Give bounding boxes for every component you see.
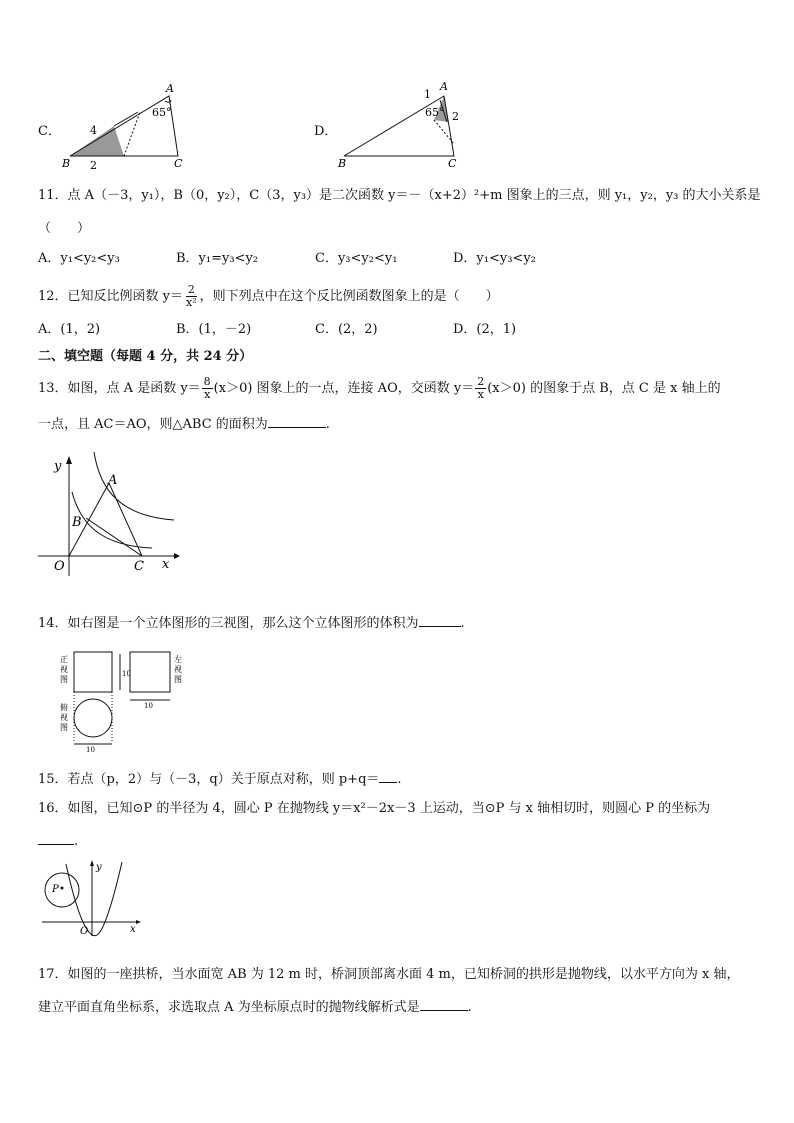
question-16-line2	[38, 832, 78, 851]
side-ab-label: 4	[90, 124, 97, 137]
option-d-figure	[314, 78, 474, 174]
dim-height: 10	[122, 670, 131, 678]
y-axis-label: y	[96, 862, 102, 873]
q15-answer-blank[interactable]	[379, 770, 397, 783]
q13-end: .	[325, 417, 330, 432]
triangle-figure-c	[38, 78, 198, 174]
q11-option-a[interactable]: A．y₁<y₂<y₃	[38, 251, 120, 266]
q12-post: ，则下列点中在这个反比例函数图象上的是（ ）	[199, 289, 499, 304]
q13-fraction-1	[202, 376, 213, 401]
question-16-text: 16．如图，已知⊙P 的半径为 4，圆心 P 在抛物线 y＝x²－2x－3 上运动，当⊙P 与 x 轴相切时，则圆心 P 的坐标为	[38, 801, 711, 816]
svg-text:图: 图	[174, 675, 182, 684]
vertex-b-label: B	[338, 157, 347, 170]
point-p-label: P	[52, 884, 59, 895]
question-13-line2	[38, 415, 330, 434]
q13-mid1: (x＞0) 图象上的一点，连接 AO，交函数 y＝	[213, 381, 475, 396]
question-17-line1: 17．如图的一座拱桥，当水面宽 AB 为 12 m 时，桥洞顶部离水面 4 m，已知桥洞的拱形是抛物线，以水平方向为 x 轴，	[38, 967, 740, 982]
q17-end: .	[467, 1000, 472, 1015]
q11-option-d[interactable]: D．y₁<y₃<y₂	[453, 251, 536, 266]
vertex-c-label: C	[448, 157, 457, 170]
y-axis-label: y	[54, 459, 62, 474]
q12-option-c[interactable]: C．(2，2)	[315, 322, 378, 337]
question-14-text	[38, 614, 465, 633]
q13-f1-num: 8	[203, 375, 211, 388]
vertex-c-label: C	[174, 157, 183, 170]
q13-answer-blank[interactable]	[268, 415, 326, 428]
dim-top-width: 10	[86, 746, 95, 754]
q15-end: .	[397, 772, 402, 787]
question-11-paren: （ ）	[38, 221, 91, 236]
point-c-label: C	[134, 559, 144, 574]
q13-fraction-2	[475, 376, 486, 401]
q12-option-b[interactable]: B．(1，－2)	[176, 322, 252, 337]
q13-line2-text: 一点，且 AC＝AO，则△ABC 的面积为	[38, 417, 268, 432]
origin-label: O	[54, 559, 65, 574]
angle-label: 65°	[152, 106, 172, 119]
top-view-label: 俯	[60, 703, 68, 712]
triangle-figure-d	[314, 78, 474, 174]
q14-text: 14．如右图是一个立体图形的三视图，那么这个立体图形的体积为	[38, 616, 419, 631]
q17-line2-text: 建立平面直角坐标系，求选取点 A 为坐标原点时的抛物线解析式是	[38, 1000, 420, 1015]
side-bc-label: 2	[90, 159, 97, 172]
question-11-text: 11．点 A（－3，y₁），B（0，y₂），C（3，y₃）是二次函数 y＝－（x+2）²+m 图象上的三点，则 y₁，y₂，y₃ 的大小关系是	[38, 188, 761, 203]
svg-text:视: 视	[60, 665, 68, 674]
option-d-label: D．	[314, 124, 338, 139]
vertex-b-label: B	[62, 157, 71, 170]
q12-frac-den: x²	[186, 296, 197, 309]
svg-text:图: 图	[60, 723, 68, 732]
three-view-figure	[56, 648, 188, 756]
front-view-label: 正	[60, 655, 68, 664]
option-c-figure	[38, 78, 198, 174]
q14-answer-blank[interactable]	[419, 614, 461, 627]
angle-label: 65°	[425, 106, 445, 119]
svg-text:视: 视	[60, 713, 68, 722]
q11-option-b[interactable]: B．y₁=y₃<y₂	[176, 251, 259, 266]
point-a-label: A	[108, 473, 118, 488]
q12-pre: 12．已知反比例函数 y＝	[38, 289, 184, 304]
x-axis-label: x	[162, 557, 170, 572]
mark-2-label: 2	[452, 110, 459, 123]
q12-option-d[interactable]: D．(2，1)	[453, 322, 517, 337]
q16-answer-blank[interactable]	[38, 832, 74, 845]
vertex-a-label: A	[440, 80, 448, 93]
x-axis-label: x	[130, 924, 136, 935]
q11-option-c[interactable]: C．y₃<y₂<y₁	[315, 251, 398, 266]
question-12-text	[38, 282, 499, 312]
svg-text:图: 图	[60, 675, 68, 684]
dim-left-width: 10	[144, 702, 153, 710]
q14-end: .	[460, 616, 465, 631]
question-13-text	[38, 372, 721, 406]
option-c-label: C．	[38, 124, 61, 139]
point-b-label: B	[72, 515, 82, 530]
q13-pre: 13．如图，点 A 是函数 y＝	[38, 381, 201, 396]
question-17-line2	[38, 998, 472, 1017]
q13-f2-num: 2	[477, 375, 485, 388]
q13-f1-den: x	[204, 388, 211, 401]
q12-frac-num: 2	[187, 283, 195, 296]
q13-f2-den: x	[477, 388, 484, 401]
q16-parabola-figure	[40, 858, 146, 938]
question-15-text	[38, 770, 402, 789]
section-2-heading: 二、填空题（每题 4 分，共 24 分）	[38, 349, 253, 364]
q17-answer-blank[interactable]	[420, 998, 468, 1011]
q16-end: .	[74, 834, 79, 849]
q12-option-a[interactable]: A．(1，2)	[38, 322, 101, 337]
q15-text: 15．若点（p，2）与（－3，q）关于原点对称，则 p+q＝	[38, 772, 380, 787]
q13-mid2: (x＞0) 的图象于点 B，点 C 是 x 轴上的	[487, 381, 721, 396]
vertex-a-label: A	[166, 82, 174, 95]
q13-graph-figure	[38, 450, 188, 578]
origin-label: O	[80, 926, 89, 937]
svg-text:视: 视	[174, 665, 182, 674]
left-view-label: 左	[174, 655, 182, 664]
q12-fraction	[184, 284, 199, 309]
mark-1-label: 1	[424, 88, 431, 101]
